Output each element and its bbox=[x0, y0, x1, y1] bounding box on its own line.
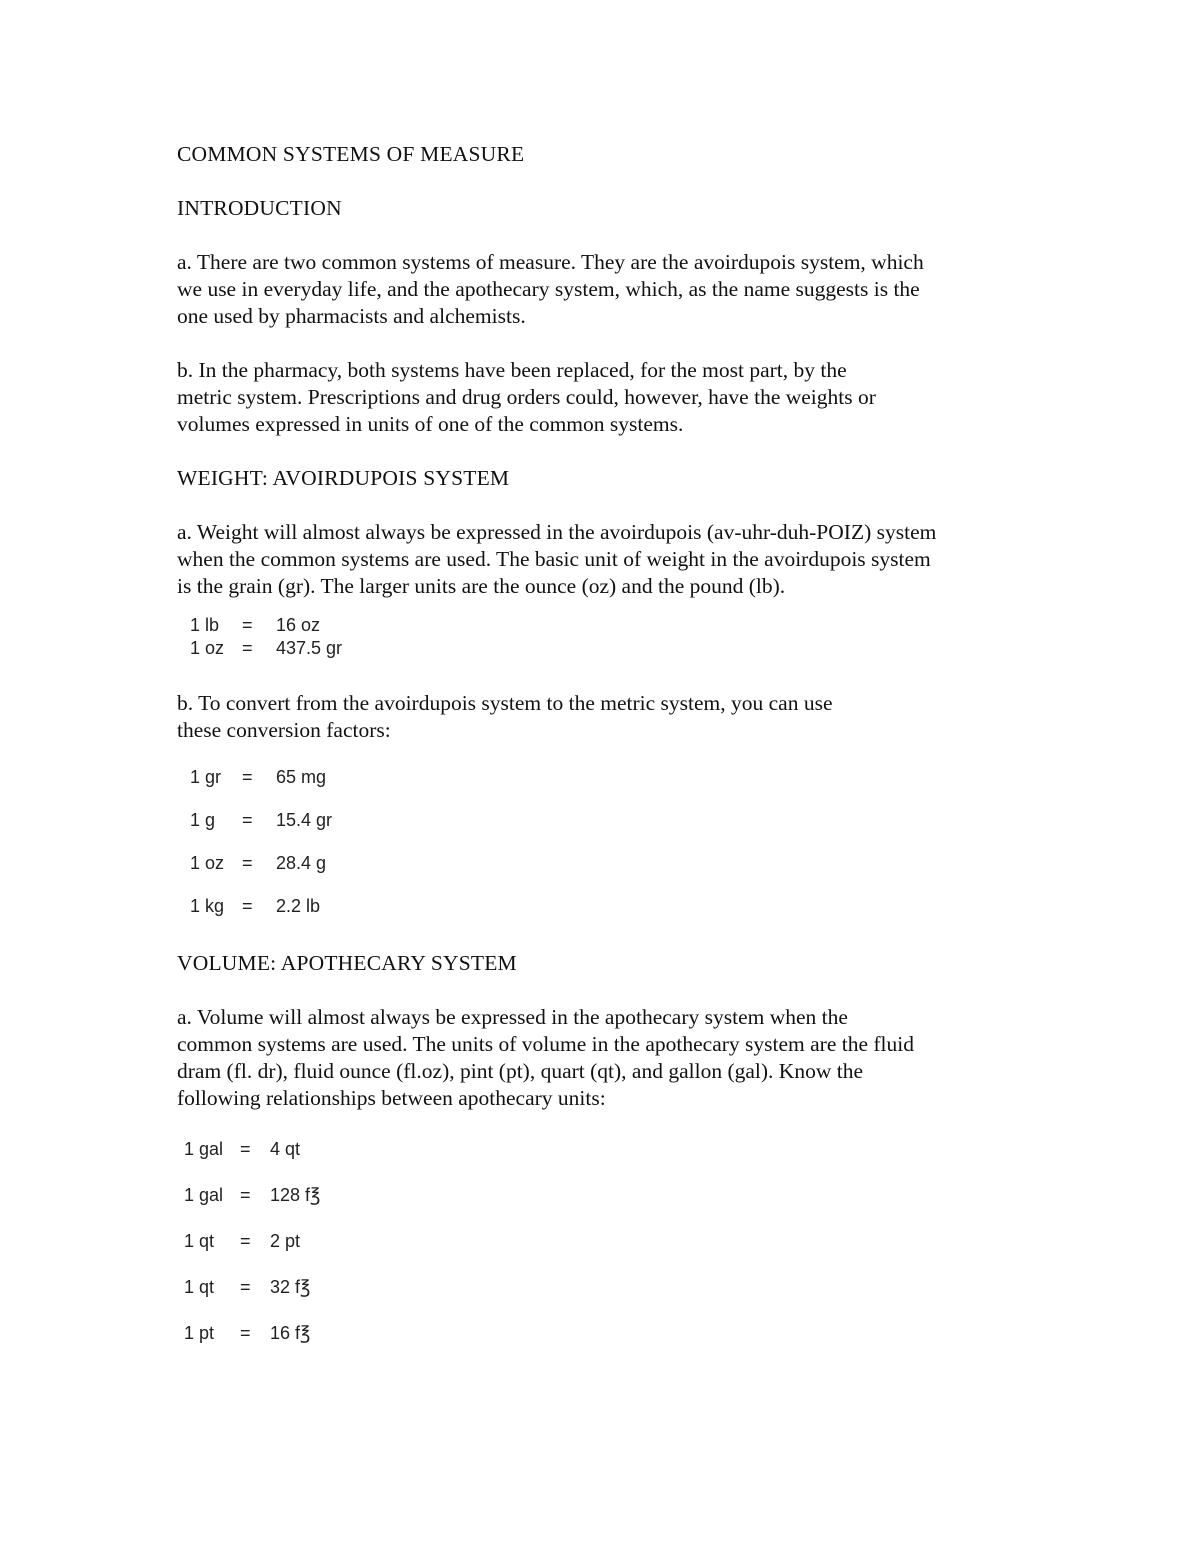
equals-sign: = bbox=[242, 767, 253, 787]
equivalent-row bbox=[190, 637, 1037, 660]
relationship-rhs: 128 f℥ bbox=[270, 1185, 321, 1205]
equals-sign: = bbox=[242, 853, 253, 873]
weight-heading: WEIGHT: AVOIRDUPOIS SYSTEM bbox=[177, 466, 510, 490]
relationship-row bbox=[184, 1264, 1037, 1310]
equals-sign: = bbox=[240, 1323, 251, 1343]
document-page bbox=[177, 141, 1037, 1356]
relationship-lhs: 1 gal bbox=[184, 1185, 224, 1205]
relationship-lhs: 1 pt bbox=[184, 1323, 215, 1343]
relationship-lhs: 1 qt bbox=[184, 1277, 215, 1297]
conversion-rhs: 15.4 gr bbox=[276, 810, 333, 830]
relationship-row bbox=[184, 1218, 1037, 1264]
document-title: COMMON SYSTEMS OF MEASURE bbox=[177, 142, 525, 166]
equals-sign: = bbox=[242, 810, 253, 830]
conversion-row bbox=[190, 885, 1037, 928]
conversion-lhs: 1 kg bbox=[190, 896, 225, 916]
equals-sign: = bbox=[240, 1139, 251, 1159]
relationship-rhs: 32 f℥ bbox=[270, 1277, 311, 1297]
text-line: these conversion factors: bbox=[177, 718, 391, 742]
text-line: one used by pharmacists and alchemists. bbox=[177, 304, 526, 328]
volume-paragraph-a bbox=[177, 1004, 1037, 1112]
text-line: b. In the pharmacy, both systems have been replaced, for the most part, by the bbox=[177, 358, 847, 382]
conversion-lhs: 1 oz bbox=[190, 853, 225, 873]
relationship-rhs: 2 pt bbox=[270, 1231, 301, 1251]
conversion-rhs: 28.4 g bbox=[276, 853, 327, 873]
text-line: we use in everyday life, and the apothecary system, which, as the name suggests is the bbox=[177, 277, 920, 301]
weight-paragraph-b bbox=[177, 690, 1037, 744]
conversion-row bbox=[190, 842, 1037, 885]
conversion-lhs: 1 g bbox=[190, 810, 216, 830]
weight-equivalents bbox=[177, 614, 1037, 660]
relationship-rhs: 16 f℥ bbox=[270, 1323, 311, 1343]
relationship-row bbox=[184, 1126, 1037, 1172]
apothecary-relationships bbox=[177, 1126, 1037, 1356]
conversion-lhs: 1 gr bbox=[190, 767, 222, 787]
equals-sign: = bbox=[240, 1185, 251, 1205]
conversion-rhs: 2.2 lb bbox=[276, 896, 321, 916]
equivalent-rhs: 16 oz bbox=[276, 615, 321, 635]
relationship-row bbox=[184, 1310, 1037, 1356]
weight-conversion-factors bbox=[177, 756, 1037, 928]
relationship-lhs: 1 gal bbox=[184, 1139, 224, 1159]
text-line: a. Volume will almost always be expressed in the apothecary system when the bbox=[177, 1005, 848, 1029]
conversion-row bbox=[190, 799, 1037, 842]
introduction-heading: INTRODUCTION bbox=[177, 196, 342, 220]
equals-sign: = bbox=[240, 1277, 251, 1297]
conversion-rhs: 65 mg bbox=[276, 767, 327, 787]
equals-sign: = bbox=[240, 1231, 251, 1251]
equals-sign: = bbox=[242, 896, 253, 916]
conversion-row bbox=[190, 756, 1037, 799]
text-line: b. To convert from the avoirdupois system to the metric system, you can use bbox=[177, 691, 833, 715]
volume-heading: VOLUME: APOTHECARY SYSTEM bbox=[177, 951, 517, 975]
introduction-paragraph-a bbox=[177, 249, 1037, 330]
equivalent-lhs: 1 oz bbox=[190, 638, 225, 658]
relationship-lhs: 1 qt bbox=[184, 1231, 215, 1251]
text-line: metric system. Prescriptions and drug orders could, however, have the weights or bbox=[177, 385, 876, 409]
text-line: common systems are used. The units of volume in the apothecary system are the fluid bbox=[177, 1032, 914, 1056]
equivalent-row bbox=[190, 614, 1037, 637]
relationship-rhs: 4 qt bbox=[270, 1139, 301, 1159]
introduction-paragraph-b bbox=[177, 357, 1037, 438]
equivalent-lhs: 1 lb bbox=[190, 615, 220, 635]
relationship-row bbox=[184, 1172, 1037, 1218]
text-line: a. Weight will almost always be expressed in the avoirdupois (av-uhr-duh-POIZ) system bbox=[177, 520, 937, 544]
text-line: a. There are two common systems of measure. They are the avoirdupois system, which bbox=[177, 250, 924, 274]
text-line: is the grain (gr). The larger units are the ounce (oz) and the pound (lb). bbox=[177, 574, 786, 598]
equivalent-rhs: 437.5 gr bbox=[276, 638, 343, 658]
equals-sign: = bbox=[242, 638, 253, 658]
text-line: dram (fl. dr), fluid ounce (fl.oz), pint (pt), quart (qt), and gallon (gal). Know the bbox=[177, 1059, 863, 1083]
text-line: following relationships between apothecary units: bbox=[177, 1086, 606, 1110]
weight-paragraph-a bbox=[177, 519, 1037, 600]
text-line: volumes expressed in units of one of the common systems. bbox=[177, 412, 684, 436]
equals-sign: = bbox=[242, 615, 253, 635]
text-line: when the common systems are used. The basic unit of weight in the avoirdupois system bbox=[177, 547, 931, 571]
